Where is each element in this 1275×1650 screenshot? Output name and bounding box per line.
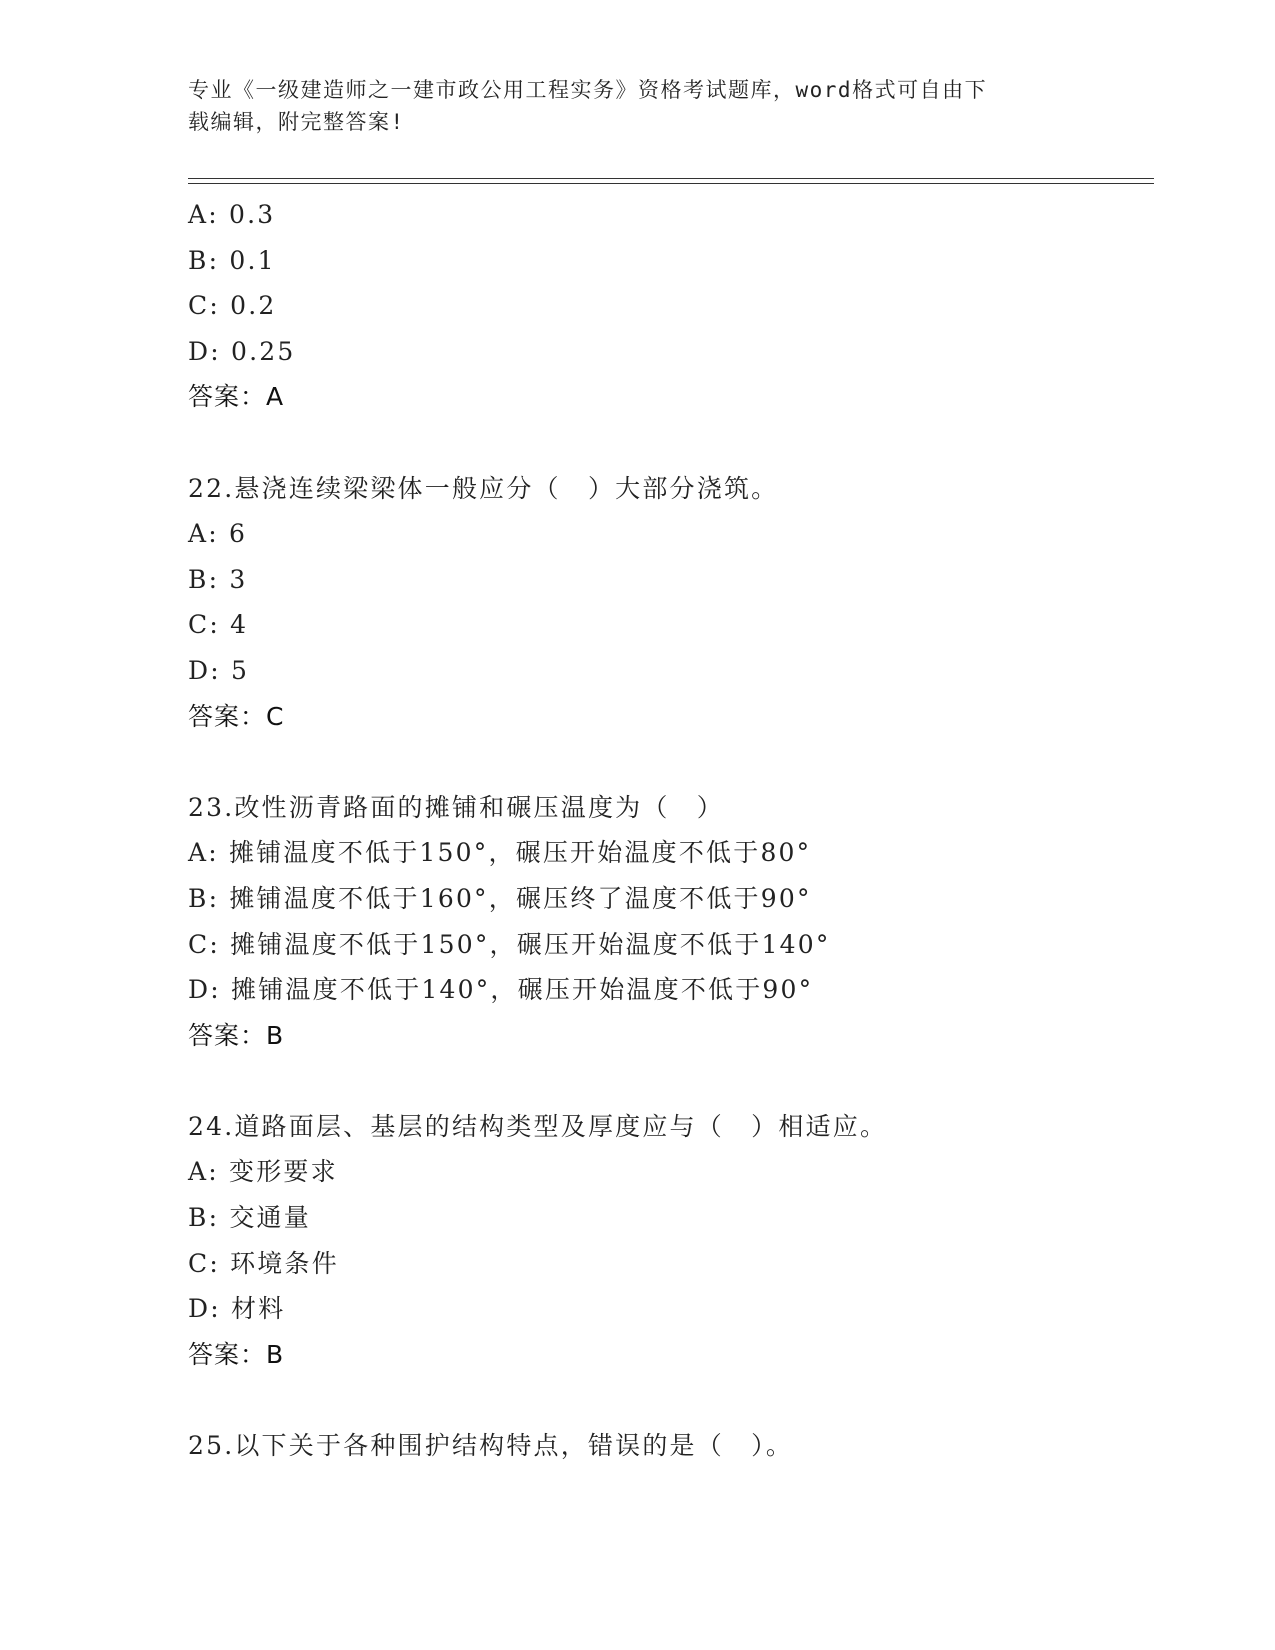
spacer xyxy=(188,1377,1148,1423)
answer-line: 答案：A xyxy=(188,382,285,412)
header-divider-bottom xyxy=(188,183,1154,184)
header-divider-top xyxy=(188,178,1154,179)
option-c: C: 4 xyxy=(188,610,249,640)
document-header xyxy=(188,74,1088,138)
option-a: A: 6 xyxy=(188,519,248,549)
question-23 xyxy=(188,785,1148,1059)
option-a: A: 摊铺温度不低于150°，碾压开始温度不低于80° xyxy=(188,838,812,868)
option-a: A: 0.3 xyxy=(188,200,276,229)
option-b: B: 摊铺温度不低于160°，碾压终了温度不低于90° xyxy=(188,883,812,913)
answer-line: 答案：B xyxy=(188,1339,285,1369)
option-d: D: 0.25 xyxy=(188,336,296,366)
option-b: B: 交通量 xyxy=(188,1203,311,1233)
header-line-1: 专业《一级建造师之一建市政公用工程实务》资格考试题库，word格式可自由下 xyxy=(188,78,988,102)
option-d: D: 5 xyxy=(188,655,250,685)
option-a: A: 变形要求 xyxy=(188,1157,338,1187)
question-text: 23.改性沥青路面的摊铺和碾压温度为（ ） xyxy=(188,792,724,822)
spacer xyxy=(188,739,1148,785)
spacer xyxy=(188,420,1148,466)
option-d: D: 摊铺温度不低于140°，碾压开始温度不低于90° xyxy=(188,975,814,1005)
option-c: C: 0.2 xyxy=(188,291,277,321)
option-c: C: 摊铺温度不低于150°，碾压开始温度不低于140° xyxy=(188,929,831,959)
option-c: C: 环境条件 xyxy=(188,1248,339,1278)
question-list xyxy=(188,192,1148,1469)
question-24 xyxy=(188,1104,1148,1378)
question-text: 25.以下关于各种围护结构特点，错误的是（ ）。 xyxy=(188,1431,794,1461)
option-d: D: 材料 xyxy=(188,1294,286,1324)
question-text: 24.道路面层、基层的结构类型及厚度应与（ ）相适应。 xyxy=(188,1111,888,1141)
header-line-2: 载编辑，附完整答案! xyxy=(188,110,405,134)
spacer xyxy=(188,1058,1148,1104)
question-25 xyxy=(188,1423,1148,1469)
option-b: B: 0.1 xyxy=(188,245,276,275)
option-b: B: 3 xyxy=(188,564,248,594)
question-text: 22.悬浇连续梁梁体一般应分（ ）大部分浇筑。 xyxy=(188,473,779,503)
question-21 xyxy=(188,192,1148,420)
answer-line: 答案：C xyxy=(188,701,285,731)
question-22 xyxy=(188,466,1148,740)
answer-line: 答案：B xyxy=(188,1020,285,1050)
